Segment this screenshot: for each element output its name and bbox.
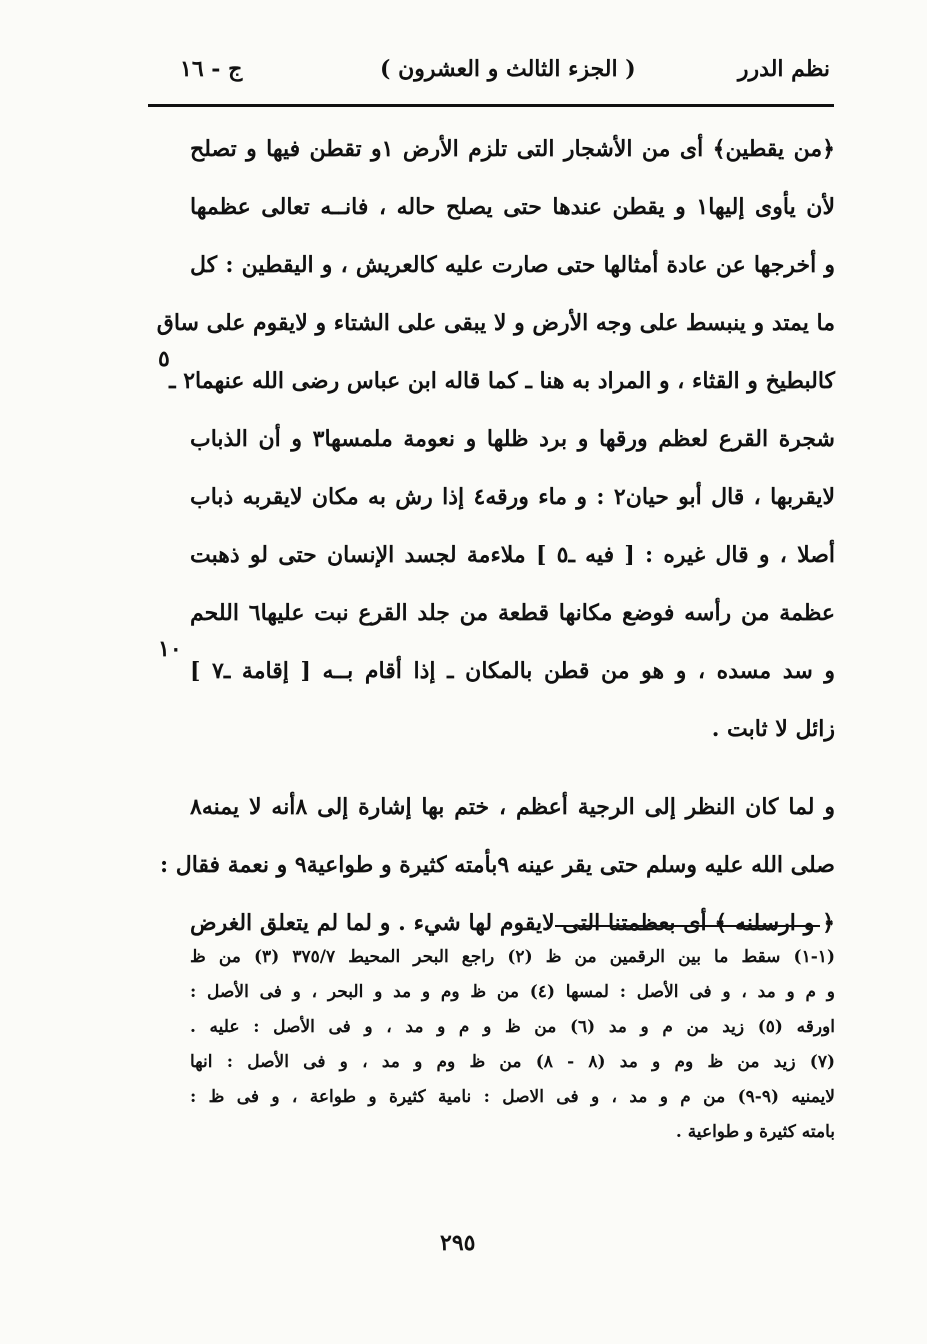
text-line: كالبطيخ و القثاء ، و المراد به هنا ـ كما قاله ابن عباس رضى الله عنهما٢ ـ	[169, 368, 835, 394]
line-number-10: ١٠	[158, 636, 182, 662]
text-line: لايقربها ، قال أبو حيان٢ : و ماء ورقه٤ إذا رش به مكان لايقربه ذباب	[190, 484, 836, 510]
footnote-line: (١-١) سقط ما بين الرقمين من ظ (٢) راجع البحر المحيط ٣٧٥/٧ (٣) من ظ	[190, 947, 835, 967]
footnote-line: بامته كثيرة و طواعية .	[675, 1122, 835, 1142]
text-line: صلى الله عليه وسلم حتى يقر عينه ٩بأمته كثيرة و طواعية٩ و نعمة فقال :	[159, 852, 835, 878]
text-line: عظمة من رأسه فوضع مكانها قطعة من جلد القرع نبت عليها٦ اللحم	[190, 600, 835, 626]
text-line: شجرة القرع لعظم ورقها و برد ظلها و نعومة ملمسها٣ و أن الذباب	[190, 426, 835, 452]
text-line: و لما كان النظر إلى الرجية أعظم ، ختم بها إشارة إلى ٨أنه لا يمنه٨	[190, 794, 836, 820]
footnote-line: و م و مد ، و فى الأصل : لمسها (٤) من ظ وم و مد و البحر ، و فى الأصل :	[190, 982, 835, 1002]
footnote-line: اورقه (٥) زيد من م و مد (٦) من ظ و م و مد ، و فى الأصل : عليه .	[190, 1017, 835, 1037]
text-line: و أخرجها عن عادة أمثالها حتى صارت عليه كالعريش ، و اليقطين : كل	[190, 252, 835, 278]
text-line: ما يمتد و ينبسط على وجه الأرض و لا يبقى على الشتاء و لايقوم على ساق	[156, 310, 835, 336]
header-rule	[148, 104, 834, 107]
text-line: ﴿من يقطين﴾ أى من الأشجار التى تلزم الأرض ١و تقطن فيها و تصلح	[190, 136, 835, 162]
page-number: ٢٩٥	[440, 1230, 476, 1256]
running-header	[150, 52, 830, 94]
volume-reference: ج - ١٦	[180, 56, 243, 82]
text-line: لأن يأوى إليها١ و يقطن عندها حتى يصلح حاله ، فانــه تعالى عظمها	[190, 194, 835, 220]
footnotes	[190, 940, 835, 1150]
text-line: أصلا ، و قال غيره : [ فيه ـ٥ ] ملاءمة لجسد الإنسان حتى لو ذهبت	[190, 542, 835, 568]
footnote-line: لايمنيه (٩-٩) من م و مد ، و فى الاصل : نامية كثيرة و طواعة ، و فى ظ :	[190, 1087, 835, 1107]
line-number-5: ٥	[158, 346, 170, 372]
text-line: زائل لا ثابت .	[711, 716, 835, 742]
part-title: ( الجزء الثالث و العشرون )	[380, 56, 636, 82]
text-line: و سد مسده ، و هو من قطن بالمكان ـ إذا أقام بــه [ إقامة ـ٧ ]	[190, 658, 835, 684]
book-title: نظم الدرر	[737, 56, 830, 82]
footnote-rule	[555, 925, 820, 927]
text-line: ﴿ و ارسلنه ﴾ أى بعظمتنا التى لايقوم لها شيء . و لما لم يتعلق الغرض	[190, 910, 836, 936]
footnote-line: (٧) زيد من ظ وم و مد (٨ - ٨) من ظ وم و مد ، و فى الأصل : انها	[190, 1052, 835, 1072]
